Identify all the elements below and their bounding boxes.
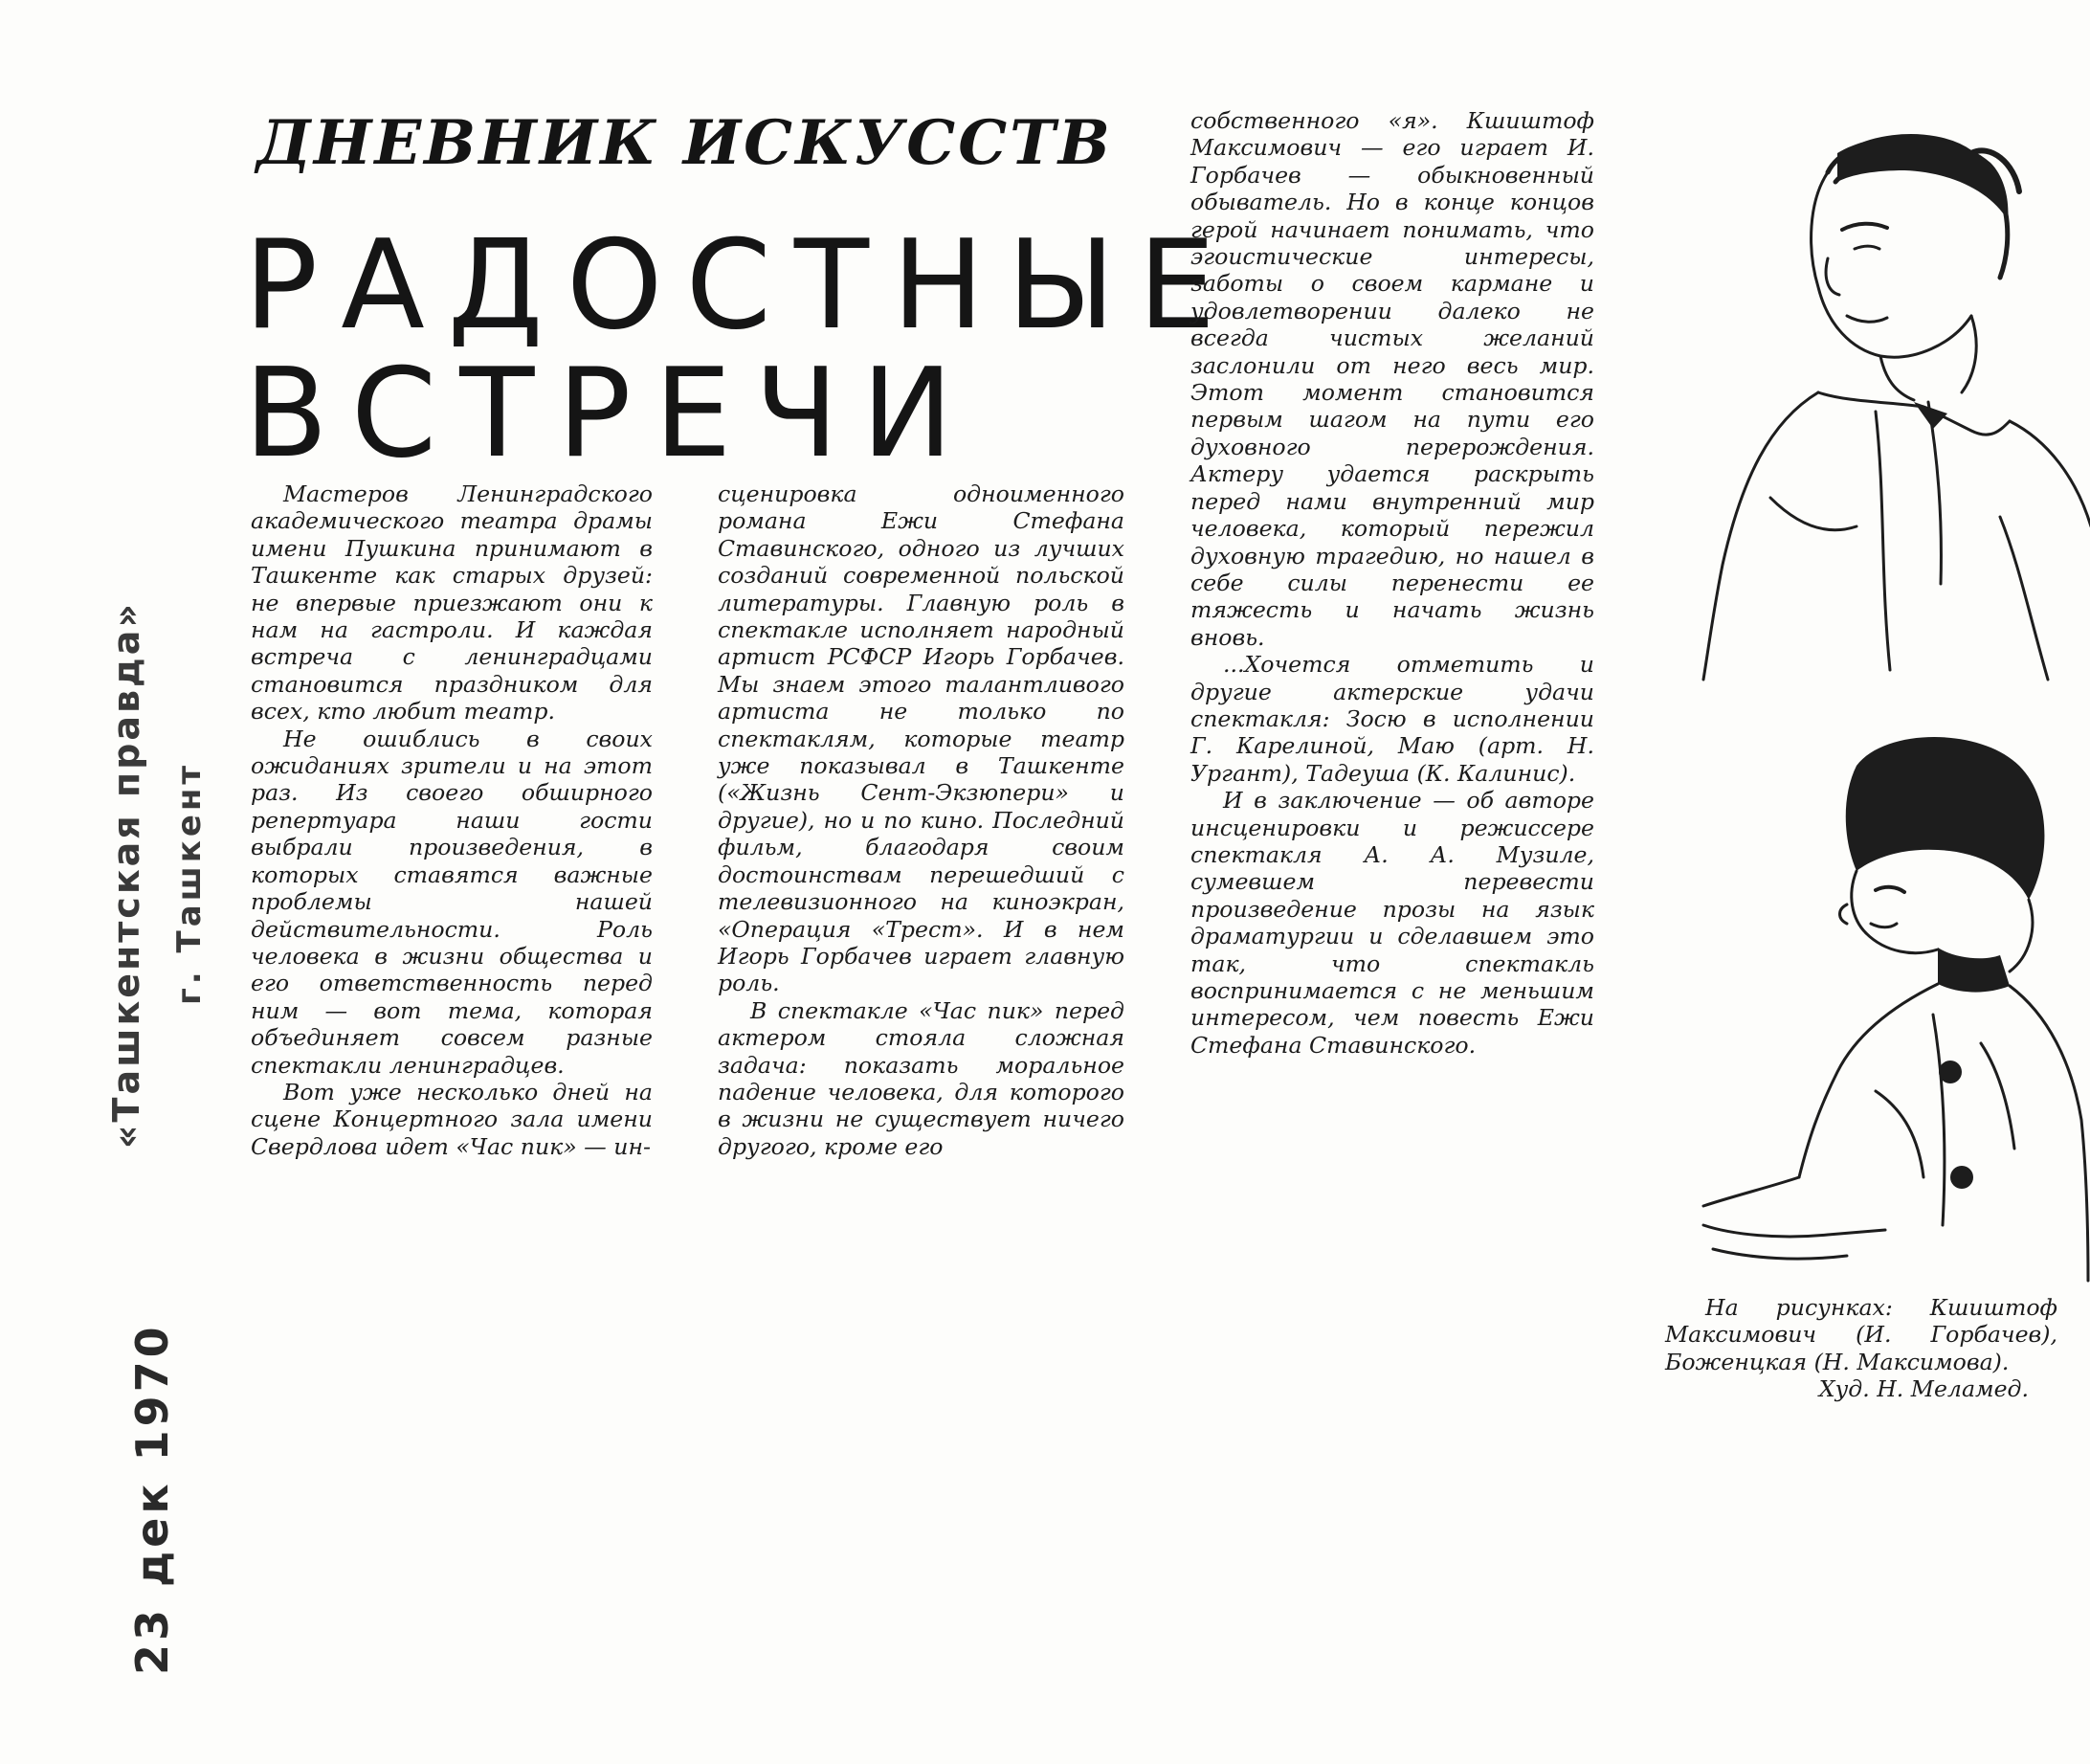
paragraph: Вот уже несколько дней на сцене Концертного зала имени Свердлова идет «Час пик» — ин- [251,1078,653,1160]
section-rubric: ДНЕВНИК ИСКУССТВ [256,107,1113,179]
headline-line-2: ВСТРЕЧИ [244,343,976,485]
portrait-man-icon [1684,115,2090,689]
illustration-author: Худ. Н. Меламед. [1818,1375,2029,1403]
portrait-woman-icon [1694,727,2090,1283]
article-column-2 [718,480,1124,1160]
headline-line-1: РАДОСТНЫЕ [244,214,1239,357]
paragraph: ...Хочется отметить и другие актерские удачи спектакля: Зосю в исполнении Г. Карелиной, Маю (арт. Н. Ургант), Тадеуша (К. Калинис). [1190,651,1594,787]
article-headline [244,214,1239,485]
city-stamp: г. Ташкент [170,761,209,1005]
illustration-caption [1665,1294,2057,1403]
paragraph: И в заключение — об авторе инсценировки и режиссере спектакля А. А. Музиле, сумевшем перевести произведение прозы на язык драматургии и сделавшем это так, что спектакль воспринимается с не меньшим интересом, чем повесть Ежи Стефана Ставинского. [1190,787,1594,1059]
paragraph: собственного «я». Кшиштоф Максимович — его играет И. Горбачев — обыкновенный обыватель. Но в конце концов герой начинает понимать, что эгоистические интересы, заботы о своем кармане и удовлетворении далеко не всегда чистых желаний заслонили от него весь мир. Этот момент становится первым шагом на пути его духовного перерождения. Актеру удается раскрыть перед нами внутренний мир человека, который пережил духовную трагедию, но нашел в себе силы перенести ее тяжесть и начать жизнь вновь. [1190,107,1594,651]
caption-text: На рисунках: Кшиштоф Максимович (И. Горбачев), Боженцкая (Н. Максимова). [1665,1294,2057,1375]
paragraph: Не ошиблись в своих ожиданиях зрители и на этот раз. Из своего обширного репертуара наши гости выбрали произведения, в которых ставятся важные проблемы нашей действительности. Роль человека в жизни общества и его ответственность перед ним — вот тема, которая объединяет совсем разные спектакли ленинградцев. [251,725,653,1079]
newspaper-name-stamp: «Ташкентская правда» [105,601,147,1149]
paragraph: сценировка одноименного романа Ежи Стефана Ставинского, одного из лучших созданий современной польской литературы. Главную роль в спектакле исполняет народный артист РСФСР Игорь Горбачев. Мы знаем этого талантливого артиста не только по спектаклям, которые театр уже показывал в Ташкенте («Жизнь Сент-Экзюпери» и другие), но и по кино. Последний фильм, благодаря своим достоинствам перешедший с телевизионного на киноэкран, «Операция «Трест». И в нем Игорь Горбачев играет главную роль. [718,480,1124,997]
paragraph: Мастеров Ленинградского академического театра драмы имени Пушкина принимают в Ташкенте как старых друзей: не впервые приезжают они к нам на гастроли. И каждая встреча с ленинградцами становится праздником для всех, кто любит театр. [251,480,653,726]
article-column-3 [1190,107,1594,1059]
article-column-1 [251,480,653,1160]
paragraph: В спектакле «Час пик» перед актером стояла сложная задача: показать моральное падение человека, для которого в жизни не существует ничего другого, кроме его [718,996,1124,1160]
date-stamp: 23 дек 1970 [126,1323,178,1675]
